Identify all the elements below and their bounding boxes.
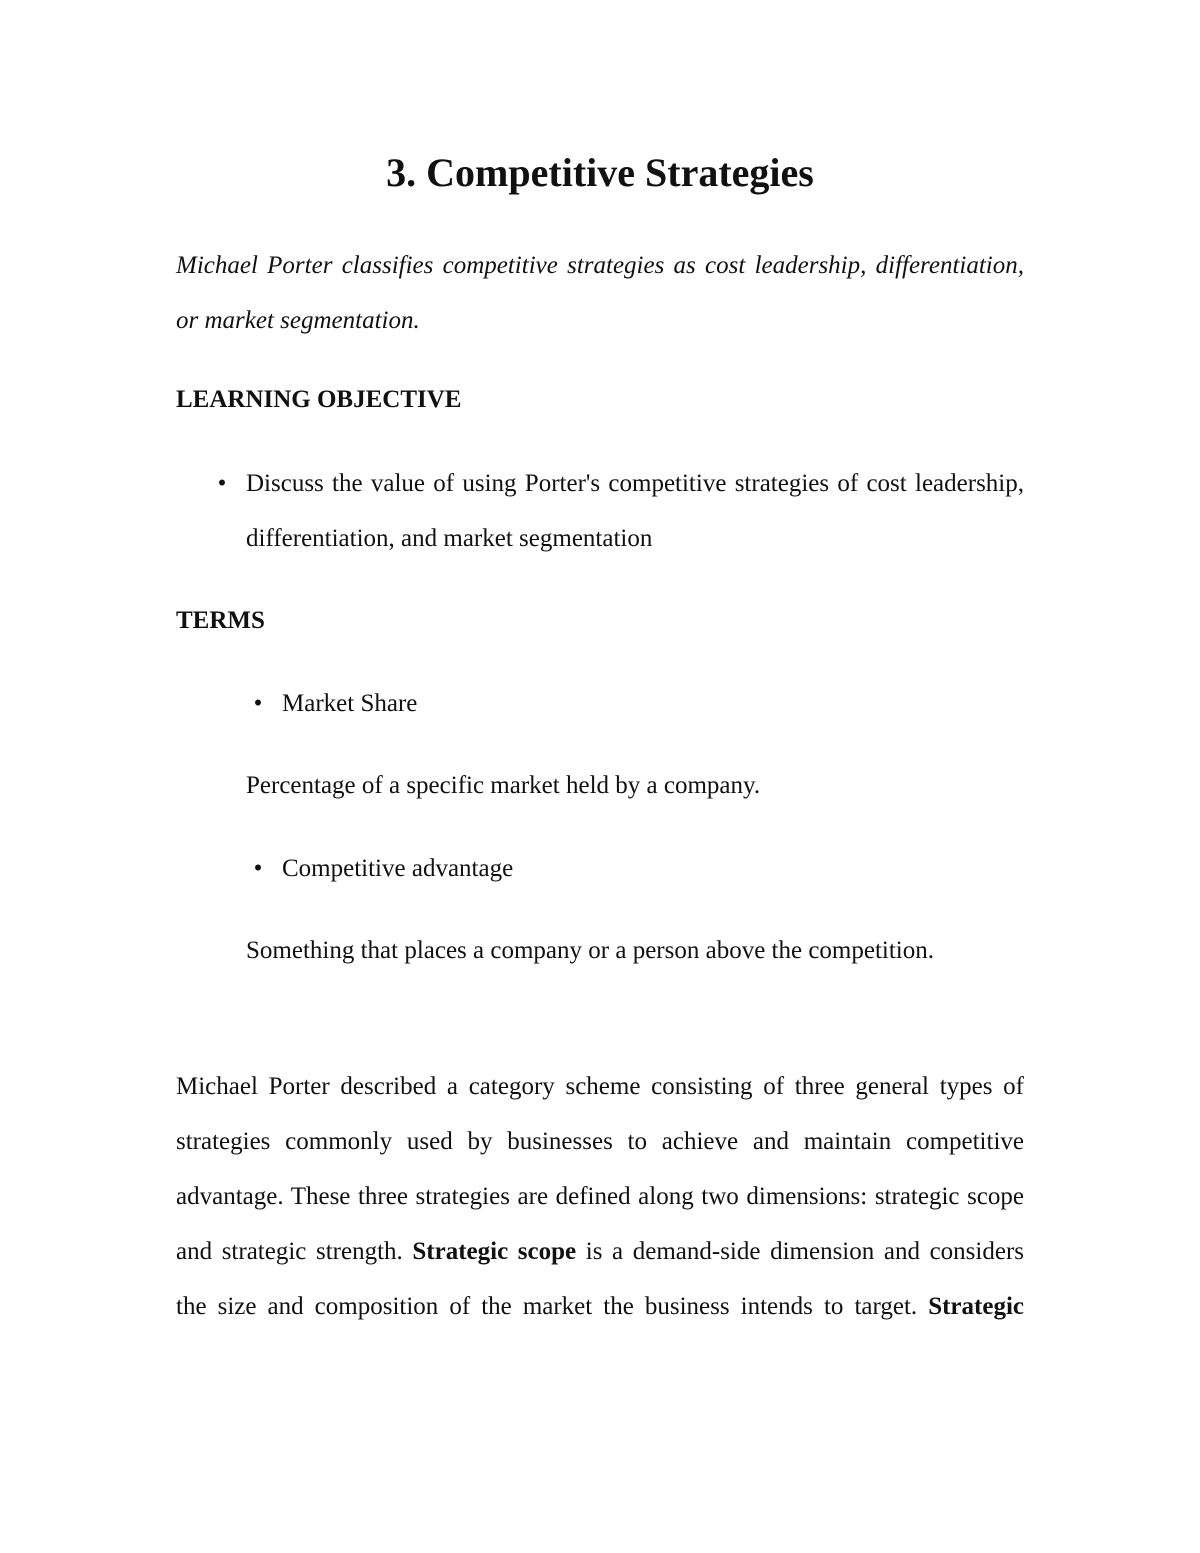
bullet-icon: • xyxy=(253,690,263,717)
term-definition: Something that places a company or a person above the competition. xyxy=(246,937,935,964)
term-label: Competitive advantage xyxy=(282,855,514,882)
learning-objective-text: Discuss the value of using Porter's competitive strategies of cost leadership, differentiation, and market segmentation xyxy=(246,470,1024,552)
terms-heading: TERMS xyxy=(176,607,265,634)
body-bold-term: Strategic scope xyxy=(412,1238,577,1265)
body-paragraph xyxy=(176,1059,1024,1334)
term-label: Market Share xyxy=(282,690,418,717)
bullet-icon: • xyxy=(217,470,227,497)
body-bold-term: Strategic xyxy=(928,1293,1024,1320)
term-item xyxy=(176,841,1024,896)
body-text: Michael Porter described a category scheme consisting of three general types of strategies commonly used by businesses to achieve and maintain competitive advantage. These three strategies are defined along two dimensions: strategic scope and strategic strength. xyxy=(176,1073,1024,1265)
body-text: is a demand-side dimension and considers the size and composition of the market the business intends to target. xyxy=(176,1238,1024,1320)
learning-objective-item xyxy=(176,456,1024,566)
term-definition: Percentage of a specific market held by a company. xyxy=(246,772,761,799)
bullet-icon: • xyxy=(253,855,263,882)
intro-paragraph: Michael Porter classifies competitive strategies as cost leadership, differentiation, or market segmentation. xyxy=(176,252,1024,334)
page-title: 3. Competitive Strategies xyxy=(386,150,814,195)
term-item xyxy=(176,676,1024,731)
learning-objective-heading: LEARNING OBJECTIVE xyxy=(176,386,462,413)
